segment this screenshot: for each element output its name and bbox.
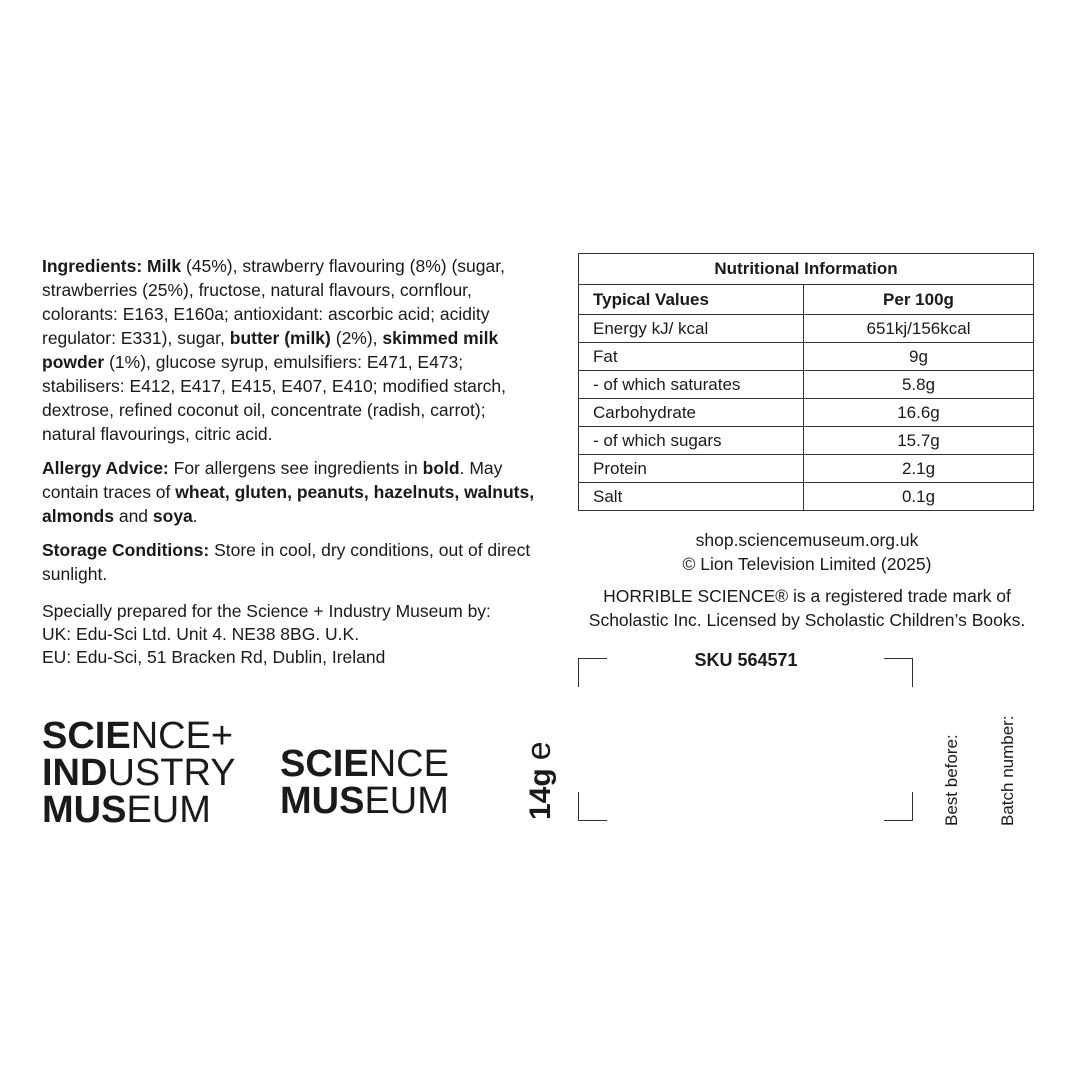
ingredients-text-3: (1%), glucose syrup, emulsifiers: E471, E473; stabilisers: E412, E417, E415, E407, E410; modified starch, dextrose, refined coconut oil, concentrate (radish, carrot); natural flavourings, citric acid. (42, 352, 507, 444)
nutrition-col-per100g: Per 100g (804, 285, 1034, 315)
logo-text: NCE+ (130, 715, 234, 757)
science-industry-museum-logo (42, 715, 236, 831)
row-value: 2.1g (804, 455, 1034, 483)
logo-text: IND (42, 752, 108, 794)
batch-number-label: Batch number: (998, 715, 1017, 826)
logo-text: EUM (126, 789, 211, 831)
ingredient-milk: Milk (147, 256, 182, 276)
prepared-by (42, 600, 542, 669)
row-value: 16.6g (804, 399, 1034, 427)
allergy-list: wheat, gluten, peanuts, hazelnuts, walnuts, almonds (42, 482, 535, 526)
shop-url: shop.sciencemuseum.org.uk (695, 530, 919, 550)
row-value: 0.1g (804, 483, 1034, 511)
row-value: 9g (804, 343, 1034, 371)
ingredient-skimmed-milk: skimmed milk powder (42, 328, 499, 372)
prepared-line-uk: UK: Edu-Sci Ltd. Unit 4. NE38 8BG. U.K. (42, 624, 360, 644)
row-label: - of which sugars (579, 427, 804, 455)
row-label: Salt (579, 483, 804, 511)
shop-info (560, 528, 1054, 576)
allergy-soya: soya (152, 506, 193, 526)
storage-paragraph (42, 538, 542, 586)
prepared-line-eu: EU: Edu-Sci, 51 Bracken Rd, Dublin, Ireland (42, 647, 386, 667)
weight-value: 14g (524, 768, 557, 820)
allergy-bold-word: bold (422, 458, 460, 478)
trademark-line-2: Scholastic Inc. Licensed by Scholastic Children’s Books. (588, 610, 1026, 630)
logo-text: SCIE (280, 743, 369, 785)
copyright: © Lion Television Limited (2025) (682, 554, 932, 574)
ingredients-text-2: (2%), (330, 328, 383, 348)
allergy-text-4: . (192, 506, 198, 526)
table-row (579, 315, 1034, 343)
logo-text: MUS (280, 780, 365, 822)
nutrition-title: Nutritional Information (579, 254, 1034, 285)
estimated-sign: e (520, 741, 558, 761)
trademark-notice (560, 584, 1054, 632)
logo-text: USTRY (107, 752, 236, 794)
logo-text: NCE (368, 743, 449, 785)
product-info (42, 254, 542, 669)
logo-text: SCIE (42, 715, 131, 757)
table-row (579, 343, 1034, 371)
nutrition-col-typical: Typical Values (579, 285, 804, 315)
ingredient-butter: butter (milk) (229, 328, 331, 348)
logo-text: EUM (364, 780, 449, 822)
nutrition-table (578, 253, 1034, 511)
row-label: Carbohydrate (579, 399, 804, 427)
net-weight (520, 741, 559, 820)
allergy-text-2: . May contain traces of (42, 458, 503, 502)
table-row (579, 455, 1034, 483)
row-label: Fat (579, 343, 804, 371)
best-before-label: Best before: (942, 734, 961, 826)
row-label: Energy kJ/ kcal (579, 315, 804, 343)
crop-mark-top-right (884, 658, 913, 687)
storage-label: Storage Conditions: (42, 540, 210, 560)
row-label: Protein (579, 455, 804, 483)
trademark-line-1: HORRIBLE SCIENCE® is a registered trade mark of (603, 586, 1011, 606)
ingredients-label: Ingredients: (42, 256, 143, 276)
table-row (579, 427, 1034, 455)
allergy-label: Allergy Advice: (42, 458, 169, 478)
row-value: 651kj/156kcal (804, 315, 1034, 343)
allergy-paragraph (42, 456, 542, 528)
allergy-text-1: For allergens see ingredients in (168, 458, 423, 478)
crop-mark-bottom-right (884, 792, 913, 821)
prepared-line-1: Specially prepared for the Science + Industry Museum by: (42, 601, 491, 621)
row-label: - of which saturates (579, 371, 804, 399)
ingredients-paragraph (42, 254, 542, 446)
table-row (579, 483, 1034, 511)
logo-text: MUS (42, 789, 127, 831)
allergy-text-3: and (113, 506, 153, 526)
crop-mark-top-left (578, 658, 607, 687)
row-value: 5.8g (804, 371, 1034, 399)
storage-text: Store in cool, dry conditions, out of direct sunlight. (42, 540, 531, 584)
science-museum-logo (280, 743, 449, 822)
table-row (579, 399, 1034, 427)
table-row (579, 371, 1034, 399)
crop-mark-bottom-left (578, 792, 607, 821)
ingredients-text-1: (45%), strawberry flavouring (8%) (sugar, strawberries (25%), fructose, natural flavours, cornflour, colorants: E163, E160a; antioxidant: ascorbic acid; acidity regulator: E331), sugar, (42, 256, 505, 348)
row-value: 15.7g (804, 427, 1034, 455)
sku-code: SKU 564571 (694, 650, 798, 670)
